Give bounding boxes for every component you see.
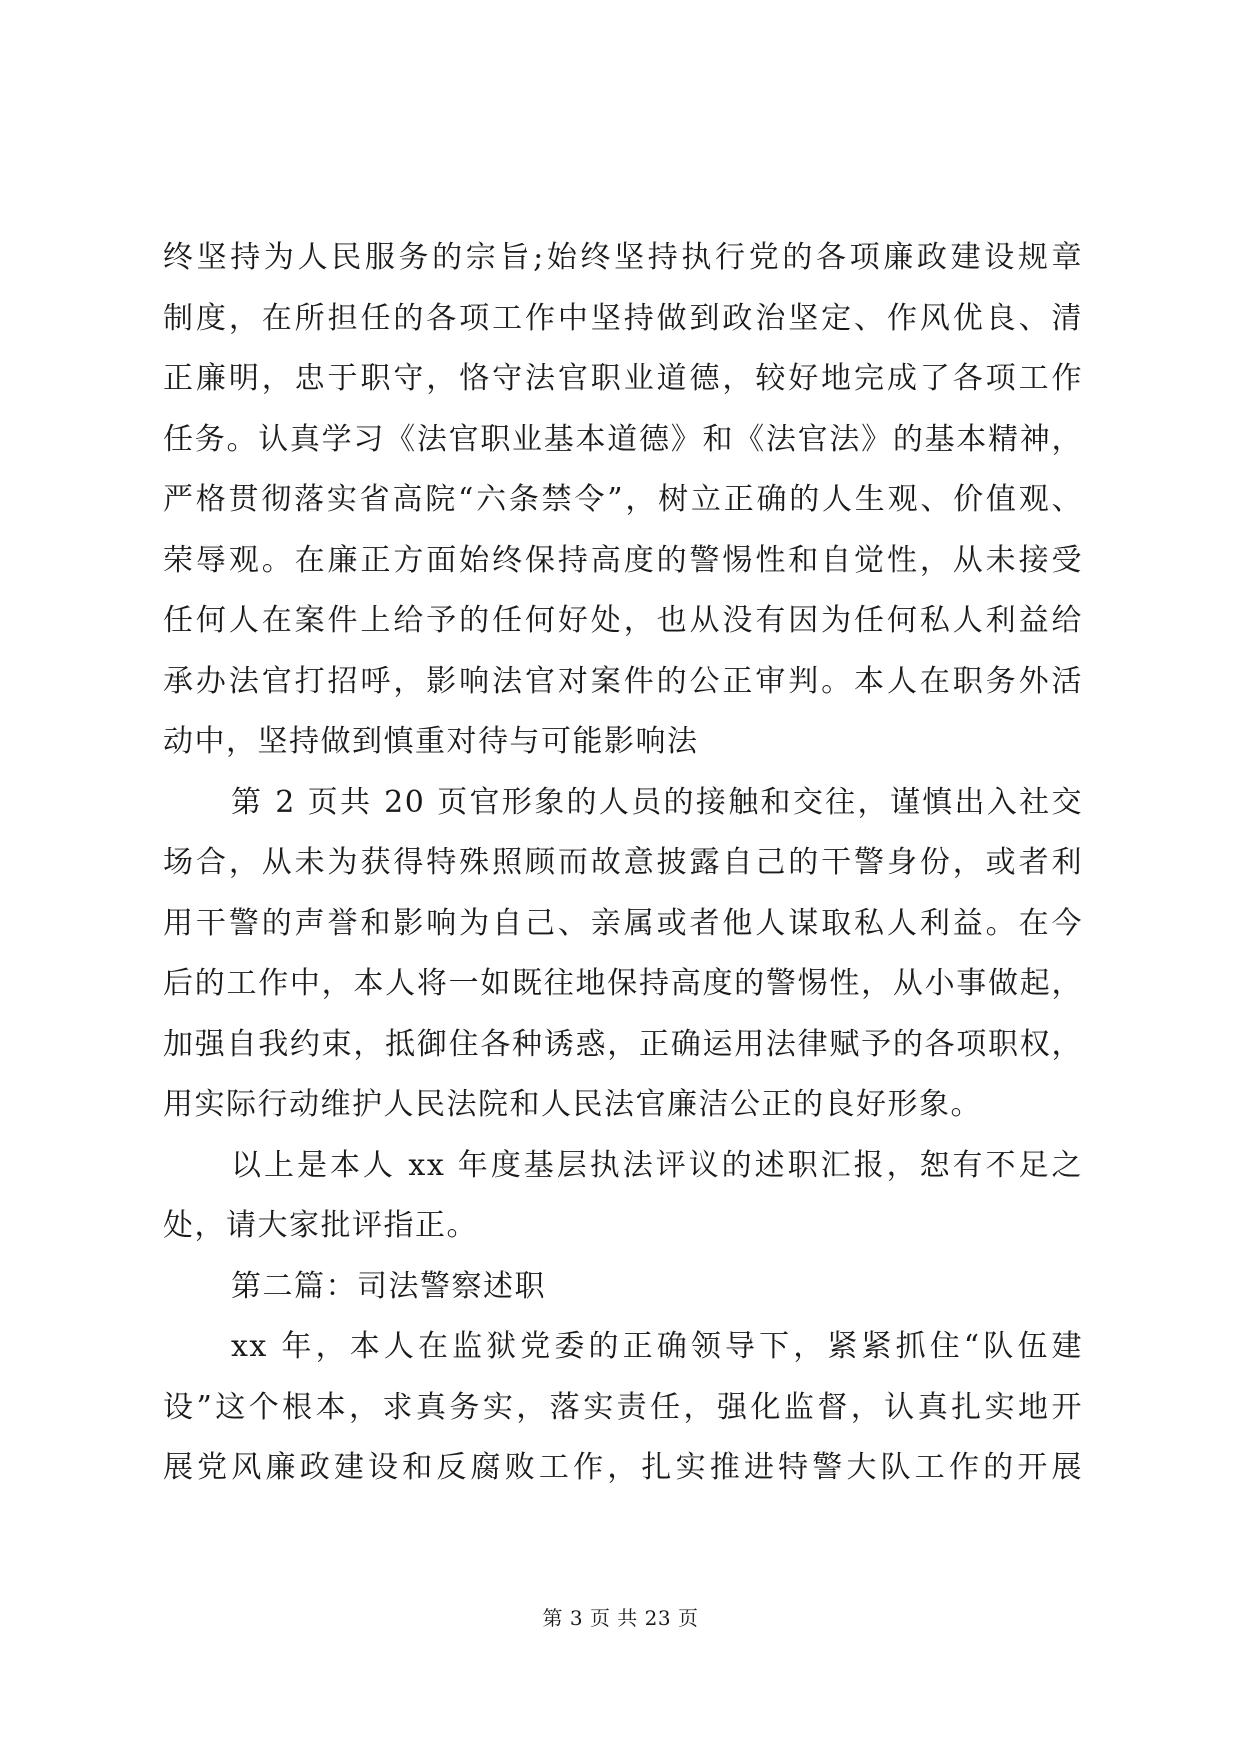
text-line: 设”这个根本，求真务实，落实责任，强化监督，认真扎实地开	[163, 1389, 1083, 1425]
text-line: 制度，在所担任的各项工作中坚持做到政治坚定、作风优良、清	[163, 300, 1083, 336]
text-line: 场合，从未为获得特殊照顾而故意披露自己的干警身份，或者利	[163, 845, 1083, 880]
text-line: 展党风廉政建设和反腐败工作，扎实推进特警大队工作的开展	[163, 1450, 1083, 1485]
text-line: 严格贯彻落实省高院“六条禁令”，树立正确的人生观、价值观、	[163, 482, 1083, 517]
text-line: 加强自我约束，抵御住各种诱惑，正确运用法律赋予的各项职权，	[163, 1026, 1083, 1062]
text-line: 终坚持为人民服务的宗旨;始终坚持执行党的各项廉政建设规章	[163, 240, 1083, 275]
text-line: 后的工作中，本人将一如既往地保持高度的警惕性，从小事做起，	[163, 966, 1083, 1001]
text-line: 任务。认真学习《法官职业基本道德》和《法官法》的基本精神，	[163, 421, 1083, 457]
text-line: 第 2 页共 20 页官形象的人员的接触和交往，谨慎出入社交	[231, 784, 1083, 820]
text-line: 处，请大家批评指正。	[163, 1208, 478, 1243]
text-line: 动中，坚持做到慎重对待与可能影响法	[163, 724, 699, 759]
document-body	[163, 228, 1083, 1499]
page-footer: 第 3 页 共 23 页	[542, 1606, 699, 1630]
text-line: 正廉明，忠于职守，恪守法官职业道德，较好地完成了各项工作	[163, 361, 1083, 396]
text-line: 以上是本人 xx 年度基层执法评议的述职汇报，恕有不足之	[231, 1147, 1083, 1183]
text-line: 用干警的声誉和影响为自己、亲属或者他人谋取私人利益。在今	[163, 905, 1083, 941]
text-line: 承办法官打招呼，影响法官对案件的公正审判。本人在职务外活	[163, 663, 1083, 699]
text-line: 任何人在案件上给予的任何好处，也从没有因为任何私人利益给	[163, 603, 1083, 638]
text-line: 第二篇：司法警察述职	[231, 1268, 546, 1304]
text-line: 用实际行动维护人民法院和人民法官廉洁公正的良好形象。	[163, 1087, 982, 1122]
text-line: xx 年，本人在监狱党委的正确领导下，紧紧抓住“队伍建	[231, 1329, 1083, 1364]
text-line: 荣辱观。在廉正方面始终保持高度的警惕性和自觉性，从未接受	[163, 542, 1083, 578]
